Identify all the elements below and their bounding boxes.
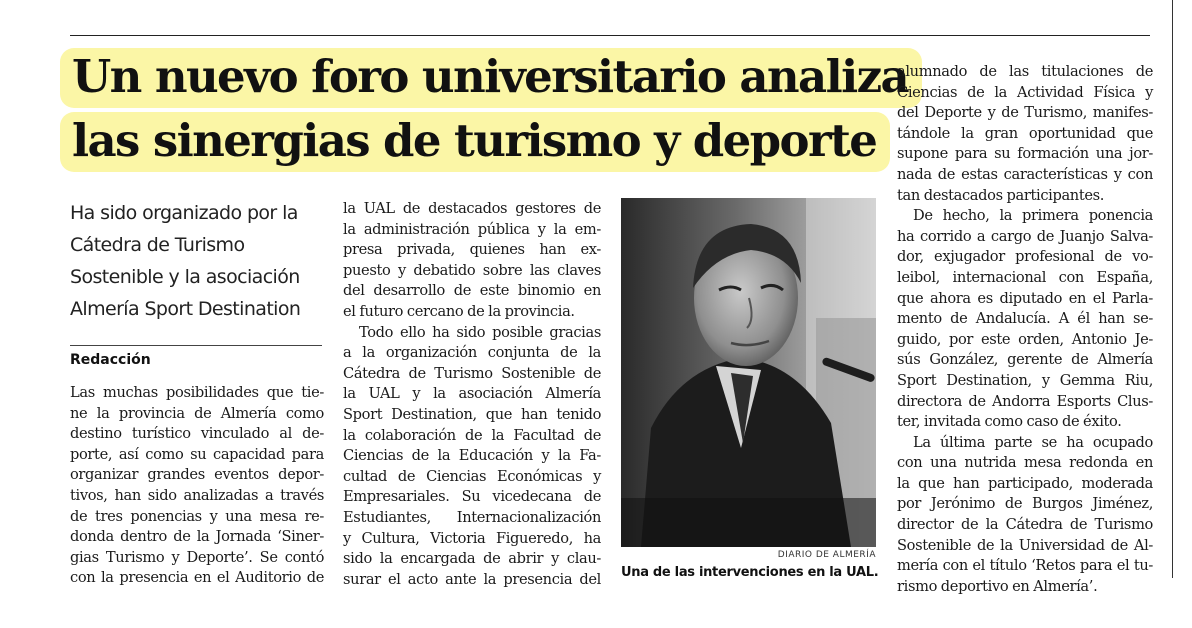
text-line: Empresariales. Su vicedecana de xyxy=(343,488,601,506)
text-line: que ahora es diputado en el Parla- xyxy=(897,289,1153,307)
article-column-2 xyxy=(343,199,601,590)
text-line: y Cultura, Victoria Figueredo, ha xyxy=(343,529,601,547)
article-photo xyxy=(621,198,876,547)
headline-line-2: las sinergias de turismo y deporte xyxy=(60,112,890,172)
photo-credit: DIARIO DE ALMERÍA xyxy=(777,550,876,560)
subtitle-line: Ha sido organizado por la xyxy=(70,202,298,224)
text-line: Sostenible de la Universidad de Al- xyxy=(897,536,1153,554)
text-line: con la presencia en el Auditorio de xyxy=(70,569,324,587)
photo-caption: Una de las intervenciones en la UAL. xyxy=(621,565,879,580)
text-line: La última parte se ha ocupado xyxy=(913,433,1153,451)
text-line: presa privada, quienes han ex- xyxy=(343,241,601,259)
subtitle xyxy=(70,197,320,325)
text-line: la UAL de destacados gestores de xyxy=(343,200,601,217)
text-line: puesto y debatido sobre las claves xyxy=(343,261,601,279)
text-line: con una nutrida mesa redonda en xyxy=(897,454,1153,472)
text-line: la UAL y la asociación Almería xyxy=(343,385,601,403)
article-column-1 xyxy=(70,383,324,589)
text-line: tivos, han sido analizadas a través xyxy=(70,486,324,504)
text-line: director de la Cátedra de Turismo xyxy=(897,516,1153,534)
article-column-3 xyxy=(897,62,1153,597)
text-line: guido, por este orden, Antonio Je- xyxy=(897,330,1153,348)
headline-line-1: Un nuevo foro universitario analiza xyxy=(60,48,922,108)
text-line: ha corrido a cargo de Juanjo Salva- xyxy=(897,227,1153,245)
text-line: leibol, internacional con España, xyxy=(897,268,1153,286)
text-line: mería con el título ‘Retos para el tu- xyxy=(897,557,1153,575)
text-line: ne la provincia de Almería como xyxy=(70,404,324,422)
text-line: sús González, gerente de Almería xyxy=(897,351,1153,369)
text-line: Ciencias de la Educación y la Fa- xyxy=(343,447,601,465)
headline xyxy=(60,48,909,176)
text-line: surar el acto ante la presencia del xyxy=(343,570,601,588)
text-line: ter, invitada como caso de éxito. xyxy=(897,413,1122,431)
text-line: alumnado de las titulaciones de xyxy=(897,63,1153,80)
text-line: la que han participado, moderada xyxy=(897,474,1153,492)
text-line: cultad de Ciencias Económicas y xyxy=(343,467,601,485)
text-line: la colaboración de la Facultad de xyxy=(343,426,601,444)
text-line: destino turístico vinculado al de- xyxy=(70,425,324,443)
text-line: a la organización conjunta de la xyxy=(343,344,601,362)
text-line: Estudiantes, Internacionalización xyxy=(343,508,601,526)
subtitle-line: Almería Sport Destination xyxy=(70,298,301,320)
text-line: el futuro cercano de la provincia. xyxy=(343,302,575,320)
text-line: Sport Destination, que han tenido xyxy=(343,405,601,423)
text-line: tándole la gran oportunidad que xyxy=(897,124,1153,142)
subtitle-line: Cátedra de Turismo xyxy=(70,234,245,256)
text-line: Las muchas posibilidades que tie- xyxy=(70,384,324,401)
text-line: por Jerónimo de Burgos Jiménez, xyxy=(897,495,1153,513)
text-line: Cátedra de Turismo Sostenible de xyxy=(343,364,601,382)
text-line: la administración pública y la em- xyxy=(343,220,601,238)
column-rule xyxy=(1172,0,1173,578)
text-line: directora de Andorra Esports Clus- xyxy=(897,392,1153,410)
text-line: Todo ello ha sido posible gracias xyxy=(359,323,601,341)
text-line: mento de Andalucía. A él han se- xyxy=(897,310,1153,328)
text-line: del desarrollo de este binomio en xyxy=(343,282,601,300)
text-line: Sport Destination, y Gemma Riu, xyxy=(897,371,1153,389)
text-line: supone para su formación una jor- xyxy=(897,145,1153,163)
text-line: dor, exjugador profesional de vo- xyxy=(897,248,1153,266)
subtitle-line: Sostenible y la asociación xyxy=(70,266,300,288)
text-line: sido la encargada de abrir y clau- xyxy=(343,550,601,568)
text-line: rismo deportivo en Almería’. xyxy=(897,577,1098,595)
text-line: porte, así como su capacidad para xyxy=(70,445,324,463)
text-line: tan destacados participantes. xyxy=(897,186,1105,204)
byline: Redacción xyxy=(70,352,151,368)
text-line: de tres ponencias y una mesa re- xyxy=(70,507,324,525)
text-line: nada de estas características y con xyxy=(897,165,1153,183)
byline-rule xyxy=(70,345,322,346)
top-rule xyxy=(70,35,1150,36)
text-line: donda dentro de la Jornada ‘Siner- xyxy=(70,528,324,546)
text-line: organizar grandes eventos depor- xyxy=(70,466,324,484)
text-line: del Deporte y de Turismo, manifes- xyxy=(897,104,1153,122)
text-line: Ciencias de la Actividad Física y xyxy=(897,83,1153,101)
text-line: De hecho, la primera ponencia xyxy=(913,207,1153,225)
photo-illustration xyxy=(621,198,876,547)
text-line: gias Turismo y Deporte’. Se contó xyxy=(70,548,324,566)
